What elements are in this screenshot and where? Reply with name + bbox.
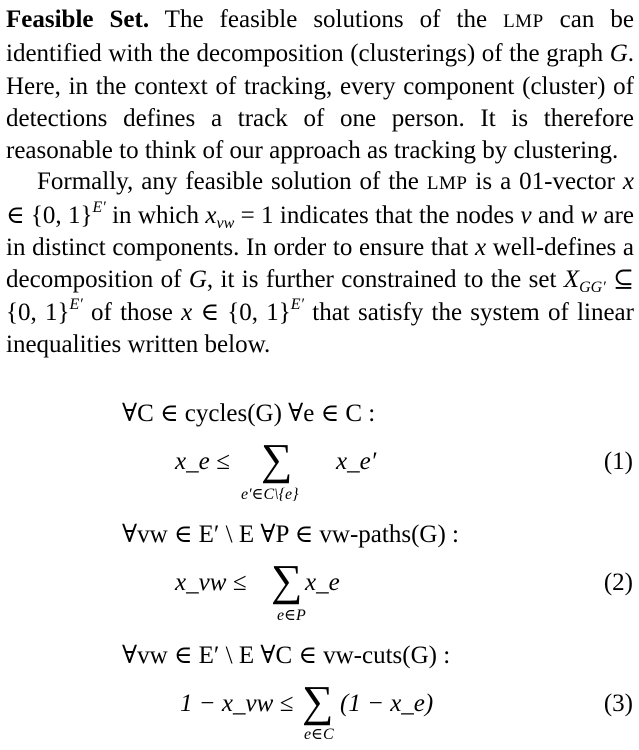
- section-heading: Feasible Set.: [6, 6, 150, 33]
- acronym-lmp: LMP: [503, 11, 544, 32]
- math-v: v: [520, 201, 532, 229]
- equation-3-rhs: (1 − x_e): [340, 690, 434, 717]
- equation-number-2: (2): [603, 569, 633, 596]
- equation-3-sum-limit: e∈C: [304, 726, 334, 743]
- text-span: that satisfy the system of linear inequalities written below.: [6, 298, 634, 358]
- text-span: . Here, in the context of tracking, every component (cluster) of detections defines a track of one person. It is therefore reasonable to think of our approach as tracking by clustering.: [6, 40, 634, 165]
- math-x: x: [181, 298, 193, 326]
- text-span: are in distinct components. In order to ensure that: [6, 201, 635, 262]
- text-span: and: [531, 201, 581, 229]
- quantifier-1: ∀C ∈ cycles(G) ∀e ∈ C :: [122, 400, 376, 427]
- math-superscript: E′: [92, 198, 106, 216]
- text-span: of those: [82, 298, 182, 326]
- text-span: well-defines a decomposition of: [6, 234, 635, 294]
- math-w: w: [580, 201, 598, 229]
- equation-1-rhs: x_e′: [336, 448, 377, 475]
- math-graph: G: [188, 266, 207, 294]
- text-span: is a 01-vector: [467, 167, 623, 195]
- math-subscript: vw: [216, 214, 235, 232]
- paragraph-formally: [6, 166, 634, 362]
- math-subset: ⊆ {0, 1}: [6, 266, 635, 326]
- math-superscript: E′: [290, 295, 305, 313]
- equation-number-3: (3): [603, 690, 633, 717]
- math-set-x: X: [563, 266, 580, 294]
- equation-number-1: (1): [603, 448, 633, 475]
- math-subscript: GG′: [579, 279, 606, 297]
- equation-1-lhs: x_e ≤: [175, 448, 230, 475]
- text-span: Formally, any feasible solution of the: [37, 167, 427, 195]
- quantifier-2: ∀vw ∈ E′ \ E ∀P ∈ vw-paths(G) :: [122, 521, 459, 548]
- text-span: , it is further constrained to the set: [206, 266, 564, 294]
- equation-2-lhs: x_vw ≤: [175, 569, 247, 596]
- paragraph-feasible-set: [6, 4, 634, 167]
- math-x: x: [474, 234, 487, 262]
- equation-2-rhs: x_e: [305, 569, 340, 596]
- math-x: x: [205, 201, 217, 229]
- equation-3-lhs: 1 − x_vw ≤: [180, 690, 294, 717]
- text-span: The feasible solutions of the: [149, 6, 504, 33]
- math-superscript: E′: [69, 295, 83, 313]
- equation-2-sum-limit: e∈P: [277, 607, 306, 624]
- quantifier-3: ∀vw ∈ E′ \ E ∀C ∈ vw-cuts(G) :: [122, 642, 451, 669]
- acronym-lmp: LMP: [426, 172, 468, 194]
- text-span: in which: [105, 201, 206, 229]
- sum-symbol: ∑: [302, 677, 334, 726]
- text-span: can be identified with the decomposition (clusterings) of the graph: [6, 6, 634, 68]
- sum-symbol: ∑: [261, 435, 293, 484]
- math-set: ∈ {0, 1}: [6, 201, 93, 229]
- sum-symbol: ∑: [271, 556, 303, 605]
- math-x: x: [622, 167, 634, 195]
- math-set: ∈ {0, 1}: [192, 298, 291, 326]
- equation-1-sum-limit: e′∈C\{e}: [241, 486, 299, 503]
- text-span: = 1 indicates that the nodes: [234, 201, 521, 229]
- math-graph: G: [609, 40, 628, 68]
